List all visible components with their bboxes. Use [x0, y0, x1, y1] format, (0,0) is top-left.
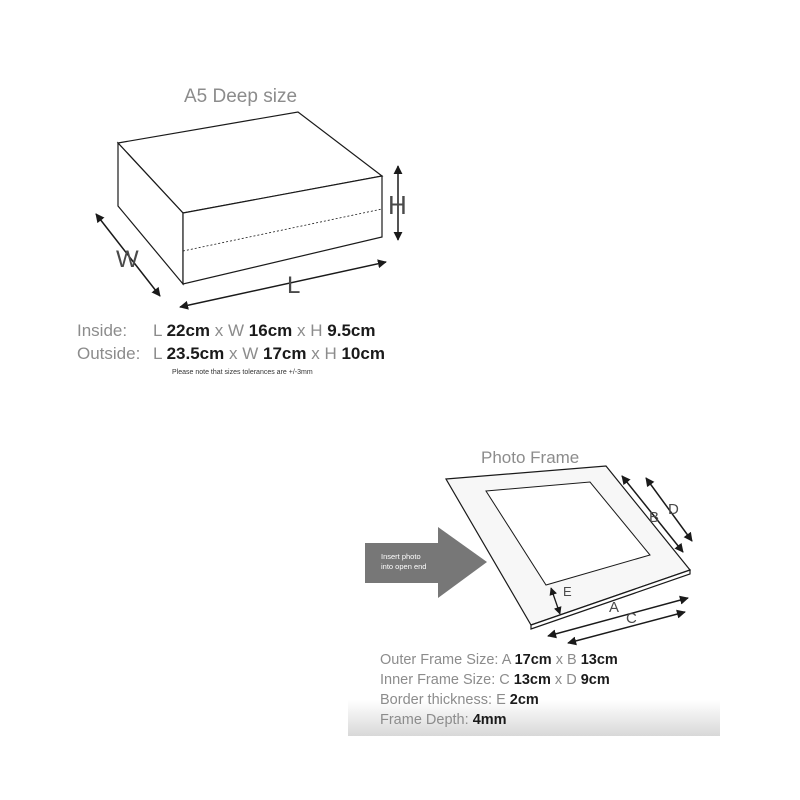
dim-a-label: A [609, 599, 620, 616]
outside-w-key: W [242, 344, 259, 363]
inner-x: x [554, 672, 563, 688]
box-title: A5 Deep size [184, 86, 298, 107]
dim-b-label: B [649, 509, 660, 526]
frame-depth [380, 710, 618, 730]
inner-frame-label: Inner Frame Size: [380, 672, 496, 688]
width-label: W [116, 246, 139, 273]
outer-b-key: B [567, 652, 577, 668]
inner-d-key: D [566, 672, 577, 688]
box-illustration [118, 112, 382, 284]
inner-d-value: 9cm [580, 672, 610, 688]
tolerance-note: Please note that sizes tolerances are +/-3mm [172, 369, 313, 376]
frame-title: Photo Frame [481, 448, 580, 467]
inside-l-value: 22cm [166, 321, 211, 340]
insert-instruction [381, 552, 426, 572]
inner-c-value: 13cm [513, 672, 551, 688]
inside-h-value: 9.5cm [327, 321, 376, 340]
outside-l-value: 23.5cm [166, 344, 225, 363]
border-e-key: E [496, 692, 506, 708]
height-label: H [388, 190, 407, 220]
insert-line-1: Insert photo [381, 552, 421, 561]
outside-w-value: 17cm [262, 344, 307, 363]
depth-label: Frame Depth: [380, 712, 469, 728]
photo-frame-illustration [446, 466, 690, 629]
outside-label: Outside: [77, 344, 141, 363]
outer-a-key: A [501, 652, 511, 668]
inner-c-key: C [499, 672, 510, 688]
outside-h-key: H [324, 344, 337, 363]
inside-x1: x [214, 321, 224, 340]
depth-value: 4mm [472, 712, 507, 728]
border-e-value: 2cm [509, 692, 539, 708]
dim-c-label: C [626, 610, 637, 627]
outside-x1: x [228, 344, 238, 363]
inside-l-key: L [153, 321, 162, 340]
inside-label: Inside: [77, 321, 128, 340]
outer-frame-label: Outer Frame Size: [380, 652, 499, 668]
border-thickness [380, 690, 618, 710]
insert-line-2: into open end [381, 562, 427, 571]
inside-dimensions [77, 320, 375, 342]
length-label: L [287, 272, 301, 299]
inside-w-value: 16cm [248, 321, 293, 340]
border-label: Border thickness: [380, 692, 493, 708]
outside-h-value: 10cm [341, 344, 385, 363]
inner-frame-size [380, 670, 618, 690]
dim-d-label: D [668, 501, 679, 518]
outer-frame-size [380, 650, 618, 670]
inside-h-key: H [310, 321, 323, 340]
outer-a-value: 17cm [514, 652, 552, 668]
outside-x2: x [311, 344, 320, 363]
frame-specs [380, 650, 618, 730]
dim-e-label: E [563, 584, 572, 599]
outside-l-key: L [153, 344, 162, 363]
outer-x: x [555, 652, 563, 668]
outer-b-value: 13cm [580, 652, 618, 668]
outside-dimensions [77, 343, 385, 365]
inside-x2: x [297, 321, 306, 340]
inside-w-key: W [228, 321, 245, 340]
